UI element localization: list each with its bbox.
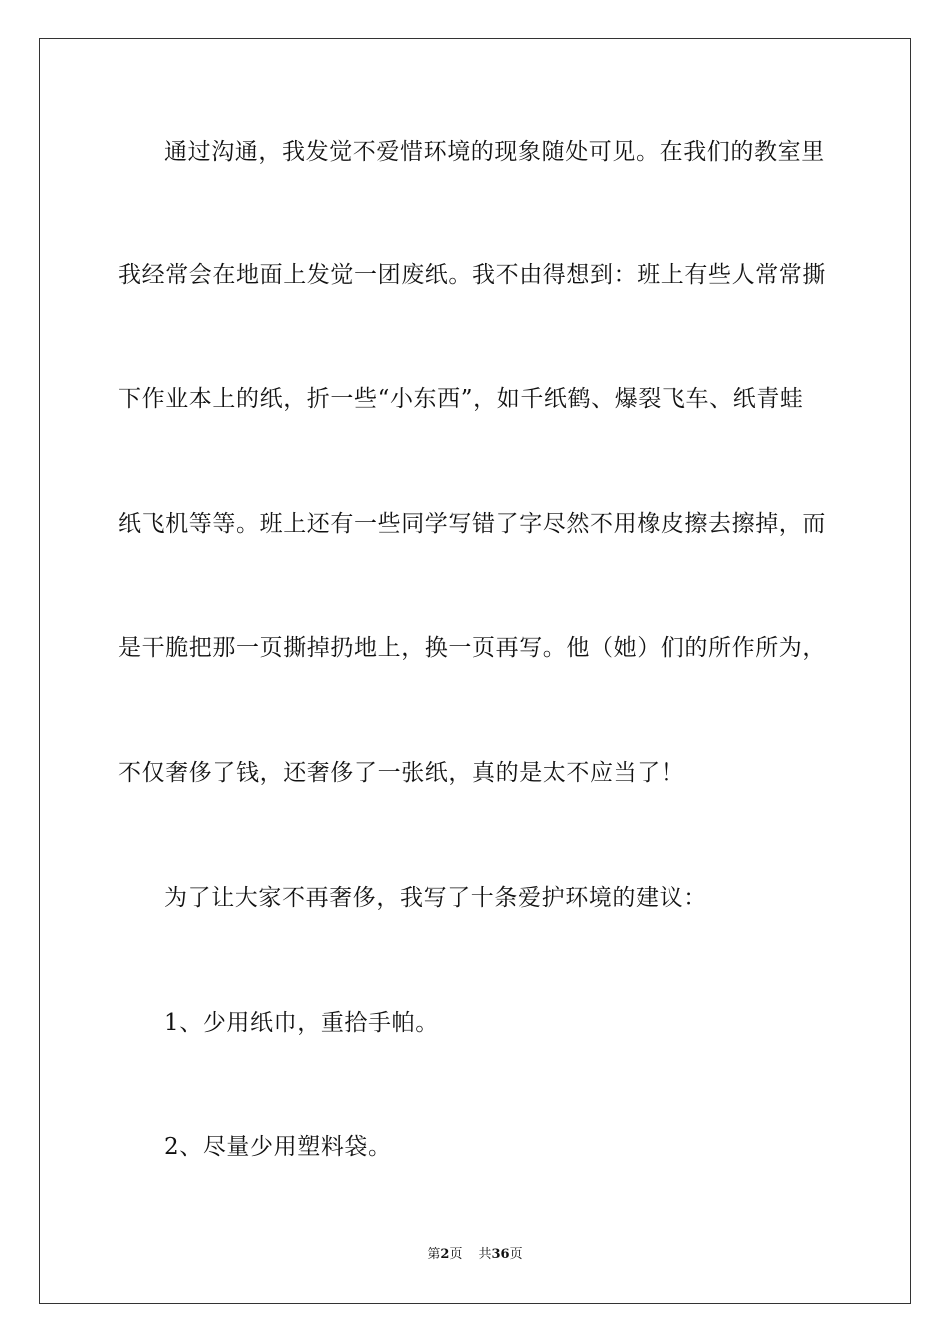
paragraph-line-3: 下作业本上的纸，折一些“小东西”，如千纸鹤、爆裂飞车、纸青蛙 <box>118 386 804 412</box>
footer-page-suffix: 页 <box>449 1247 463 1262</box>
footer-total-prefix: 共 <box>478 1247 492 1262</box>
footer-page-prefix: 第 <box>427 1247 441 1262</box>
paragraph-line-4: 纸飞机等等。班上还有一些同学写错了字尽然不用橡皮擦去擦掉，而 <box>118 511 826 537</box>
proposal-intro-line: 为了让大家不再奢侈，我写了十条爱护环境的建议： <box>164 885 707 911</box>
page-border <box>39 38 911 1304</box>
paragraph-line-1: 通过沟通，我发觉不爱惜环境的现象随处可见。在我们的教室里 <box>164 139 825 165</box>
paragraph-line-2: 我经常会在地面上发觉一团废纸。我不由得想到：班上有些人常常撕 <box>118 262 826 288</box>
page-footer <box>0 1246 950 1264</box>
paragraph-line-6: 不仅奢侈了钱，还奢侈了一张纸，真的是太不应当了！ <box>118 760 685 786</box>
proposal-item-2: 2、尽量少用塑料袋。 <box>164 1134 392 1160</box>
footer-page-number: 2 <box>440 1247 450 1262</box>
proposal-item-1: 1、少用纸巾，重拾手帕。 <box>164 1010 439 1036</box>
paragraph-line-5: 是干脆把那一页撕掉扔地上，换一页再写。他（她）们的所作所为， <box>118 635 826 661</box>
footer-total-suffix: 页 <box>509 1247 523 1262</box>
footer-total-pages: 36 <box>491 1247 510 1262</box>
